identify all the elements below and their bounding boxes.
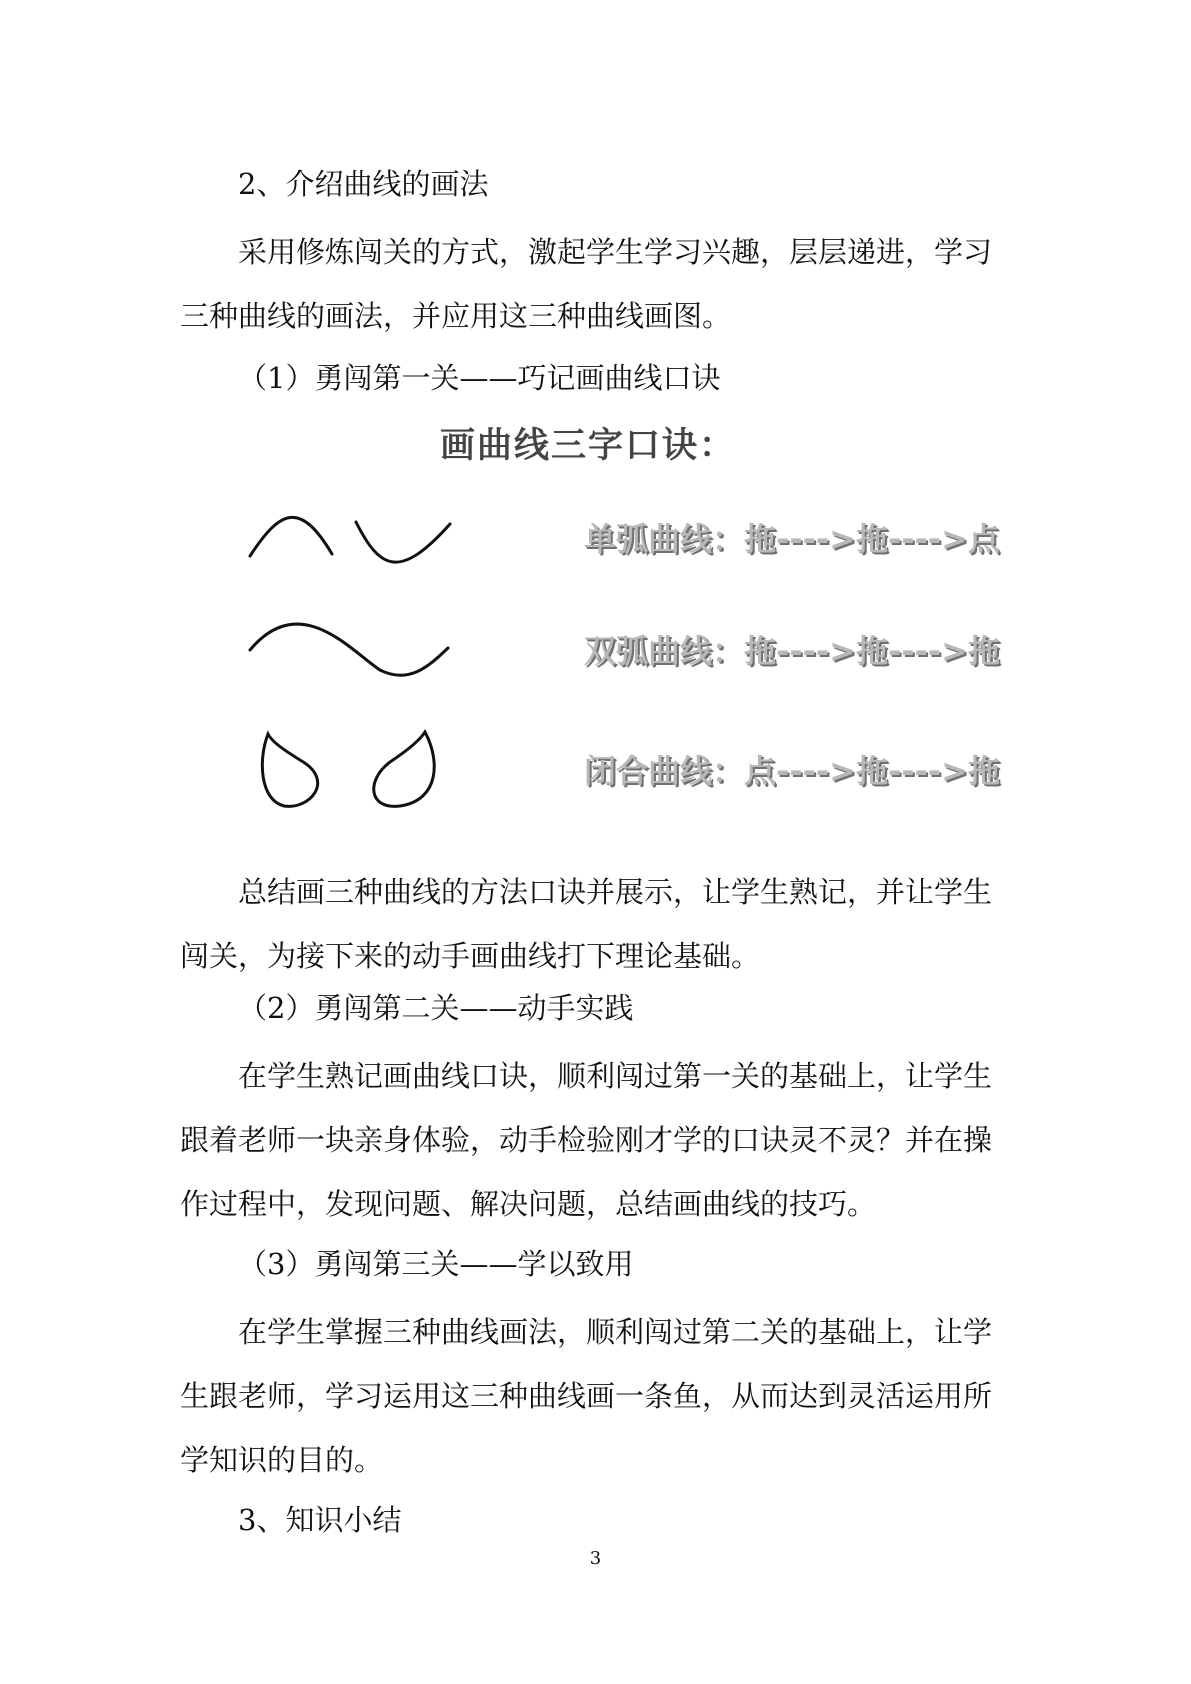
section3-heading: 3、知识小结	[238, 1503, 402, 1537]
summary-paragraph: 总结画三种曲线的方法口诀并展示，让学生熟记，并让学生闯关，为接下来的动手画曲线打下理论基础。	[180, 875, 993, 973]
level3-paragraph: 在学生掌握三种曲线画法，顺利闯过第二关的基础上，让学生跟老师，学习运用这三种曲线画一条鱼，从而达到灵活运用所学知识的目的。	[180, 1315, 993, 1477]
rule-double-arc: 双弧曲线：拖---->拖---->拖	[584, 632, 1000, 670]
level1-heading: （1）勇闯第一关——巧记画曲线口诀	[238, 361, 721, 395]
closed-curve-left	[262, 734, 317, 806]
rule-closed-curve: 闭合曲线：点---->拖---->拖	[584, 752, 1000, 790]
single-arc-down-curve	[356, 522, 450, 562]
level2-paragraph: 在学生熟记画曲线口诀，顺利闯过第一关的基础上，让学生跟着老师一块亲身体验，动手检验刚才学的口诀灵不灵？并在操作过程中，发现问题、解决问题，总结画曲线的技巧。	[180, 1059, 993, 1221]
curve-illustrations	[240, 500, 470, 820]
double-arc-curve	[250, 624, 448, 675]
level2-heading: （2）勇闯第二关——动手实践	[238, 991, 634, 1025]
level3-heading: （3）勇闯第三关——学以致用	[238, 1247, 634, 1281]
figure-title: 画曲线三字口诀：	[440, 426, 737, 466]
intro-paragraph: 采用修炼闯关的方式，激起学生学习兴趣，层层递进，学习三种曲线的画法，并应用这三种曲线画图。	[180, 235, 993, 333]
rule-single-arc: 单弧曲线：拖---->拖---->点	[584, 520, 1000, 558]
page-number: 3	[589, 1548, 602, 1569]
single-arc-up-curve	[250, 517, 332, 556]
section2-heading: 2、介绍曲线的画法	[238, 167, 489, 201]
closed-curve-right	[374, 732, 434, 806]
